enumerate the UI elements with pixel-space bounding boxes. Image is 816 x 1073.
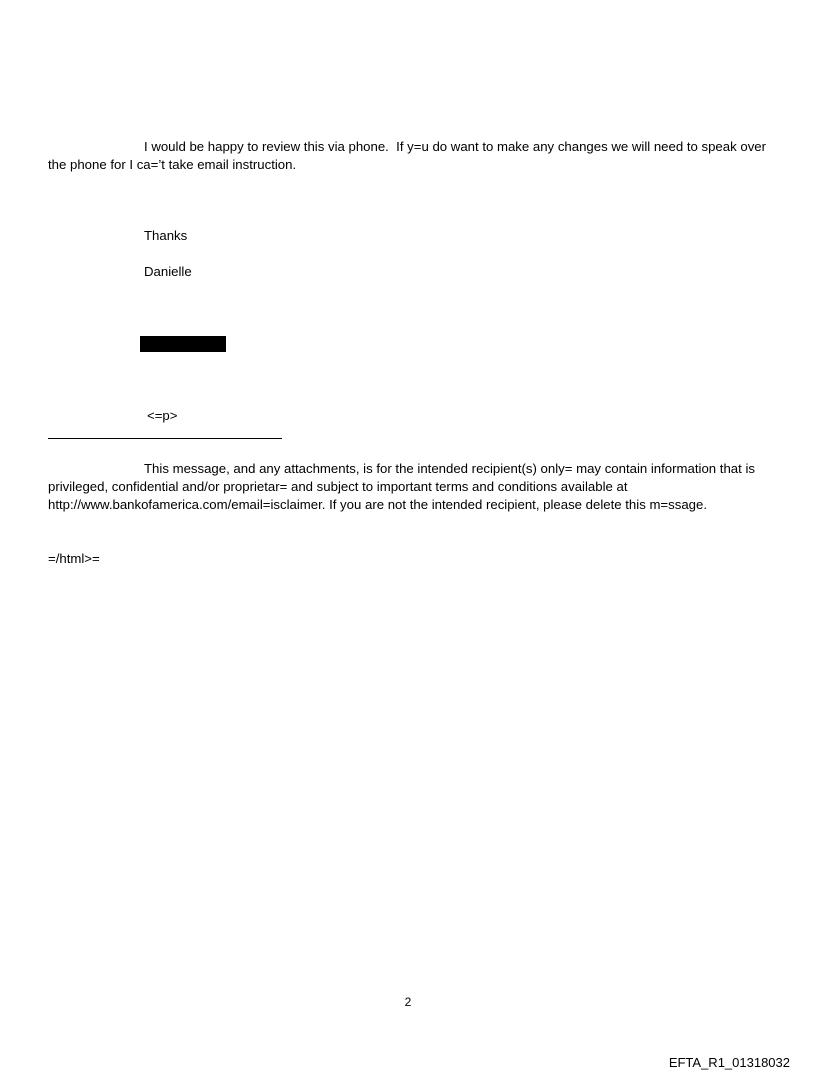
redaction-box [140,336,226,352]
disclaimer-paragraph: This message, and any attachments, is for the intended recipient(s) only= may contain information that is privileged, confidential and/or proprietar= and subject to important terms and conditions available at http://www.bankofamerica.com/email=isclaimer. If you are not the intended recipient, please delete this m=ssage. [48,461,759,512]
bates-number: EFTA_R1_01318032 [668,1055,790,1070]
closing-line: Thanks [144,228,188,243]
page-number: 2 [404,995,412,1009]
separator-line [48,438,282,439]
signature-name: Danielle [144,264,192,279]
body-paragraph: I would be happy to review this via phone. If y=u do want to make any changes we will need to speak over the phone for I ca=’t take email instruction. [48,139,770,172]
html-end-text: =/html>= [48,551,100,566]
html-tag-text: <=p> [147,408,178,423]
